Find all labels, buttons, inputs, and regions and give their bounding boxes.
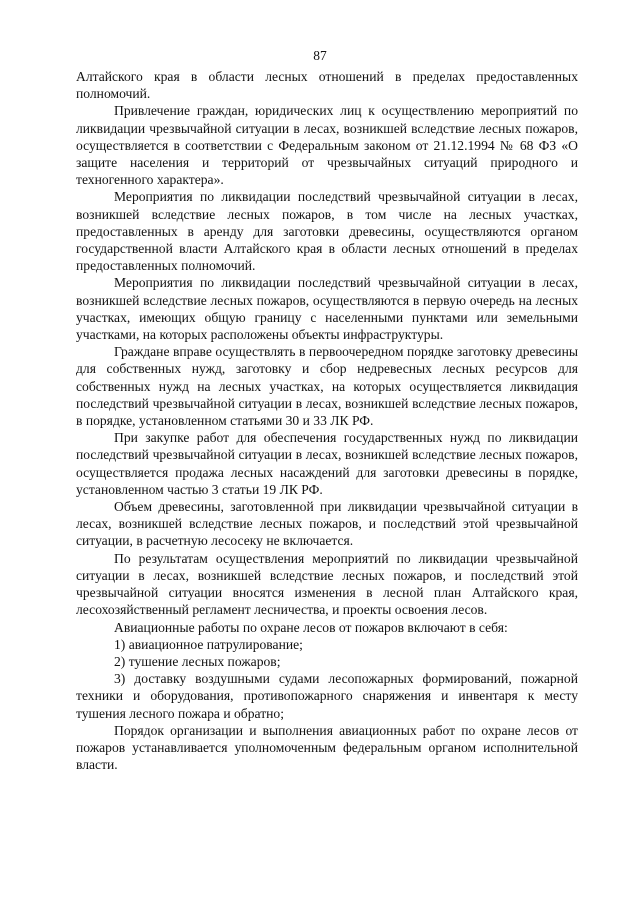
paragraph-priority-areas: Мероприятия по ликвидации последствий чрезвычайной ситуации в лесах, возникшей вследствие лесных пожаров, осуществляются в первую очередь на лесных участках, имеющих общую границу с населенными пунктами или земельными участками, на которых расположены объекты инфраструктуры.: [76, 275, 578, 343]
paragraph-aviation-intro: Авиационные работы по охране лесов от пожаров включают в себя:: [114, 619, 508, 635]
list-item-patrol: 1) авиационное патрулирование;: [114, 636, 303, 652]
paragraph-liquidation-measures: Мероприятия по ликвидации последствий чрезвычайной ситуации в лесах, возникшей вследствие лесных пожаров, в том числе на лесных участках, предоставленных в аренду для заготовки древесины, осуществляются органом государственной власти Алтайского края в области лесных отношений в пределах предоставленных полномочий.: [76, 189, 578, 274]
page-number: 87: [313, 48, 327, 63]
paragraph-plan-changes: По результатам осуществления мероприятий по ликвидации чрезвычайной ситуации в лесах, возникшей вследствие лесных пожаров, и последствий этой чрезвычайной ситуации вносятся изменения в лесной план Алтайского края, лесохозяйственный регламент лесничества, и проекты освоения лесов.: [76, 550, 578, 618]
paragraph-procurement: При закупке работ для обеспечения государственных нужд по ликвидации последствий чрезвычайной ситуации в лесах, возникшей вследствие лесных пожаров, осуществляется продажа лесных насаждений для заготовки древесины в порядке, установленном частью 3 статьи 19 ЛК РФ.: [76, 430, 578, 497]
list-item-extinguishing: 2) тушение лесных пожаров;: [114, 653, 281, 669]
page-body: [76, 68, 578, 773]
paragraph-citizen-rights: Граждане вправе осуществлять в первоочередном порядке заготовку древесины для собственных нужд, заготовку и сбор недревесных лесных ресурсов для собственных нужд на лесных участках, на которых осуществляется ликвидация последствий чрезвычайной ситуации в лесах, возникшей вследствие лесных пожаров, в порядке, установленном статьями 30 и 33 ЛК РФ.: [76, 344, 578, 429]
paragraph-aviation-procedure: Порядок организации и выполнения авиационных работ по охране лесов от пожаров устанавливается уполномоченным федеральным органом исполнительной власти.: [76, 722, 578, 773]
paragraph-timber-volume: Объем древесины, заготовленной при ликвидации чрезвычайной ситуации в лесах, возникшей вследствие лесных пожаров, и последствий этой чрезвычайной ситуации, в расчетную лесосеку не включается.: [76, 499, 578, 549]
list-item-delivery: 3) доставку воздушными судами лесопожарных формирований, пожарной техники и оборудования, противопожарного снаряжения и инвентаря к месту тушения лесного пожара и обратно;: [76, 671, 578, 721]
paragraph-continuation: Алтайского края в области лесных отношений в пределах предоставленных полномочий.: [76, 69, 578, 102]
paragraph-citizen-involvement: Привлечение граждан, юридических лиц к осуществлению мероприятий по ликвидации чрезвычайной ситуации в лесах, возникшей вследствие лесных пожаров, осуществляется в соответствии с Федеральным законом от 21.12.1994 № 68 ФЗ «О защите населения и территорий от чрезвычайных ситуаций природного и техногенного характера».: [76, 103, 578, 188]
